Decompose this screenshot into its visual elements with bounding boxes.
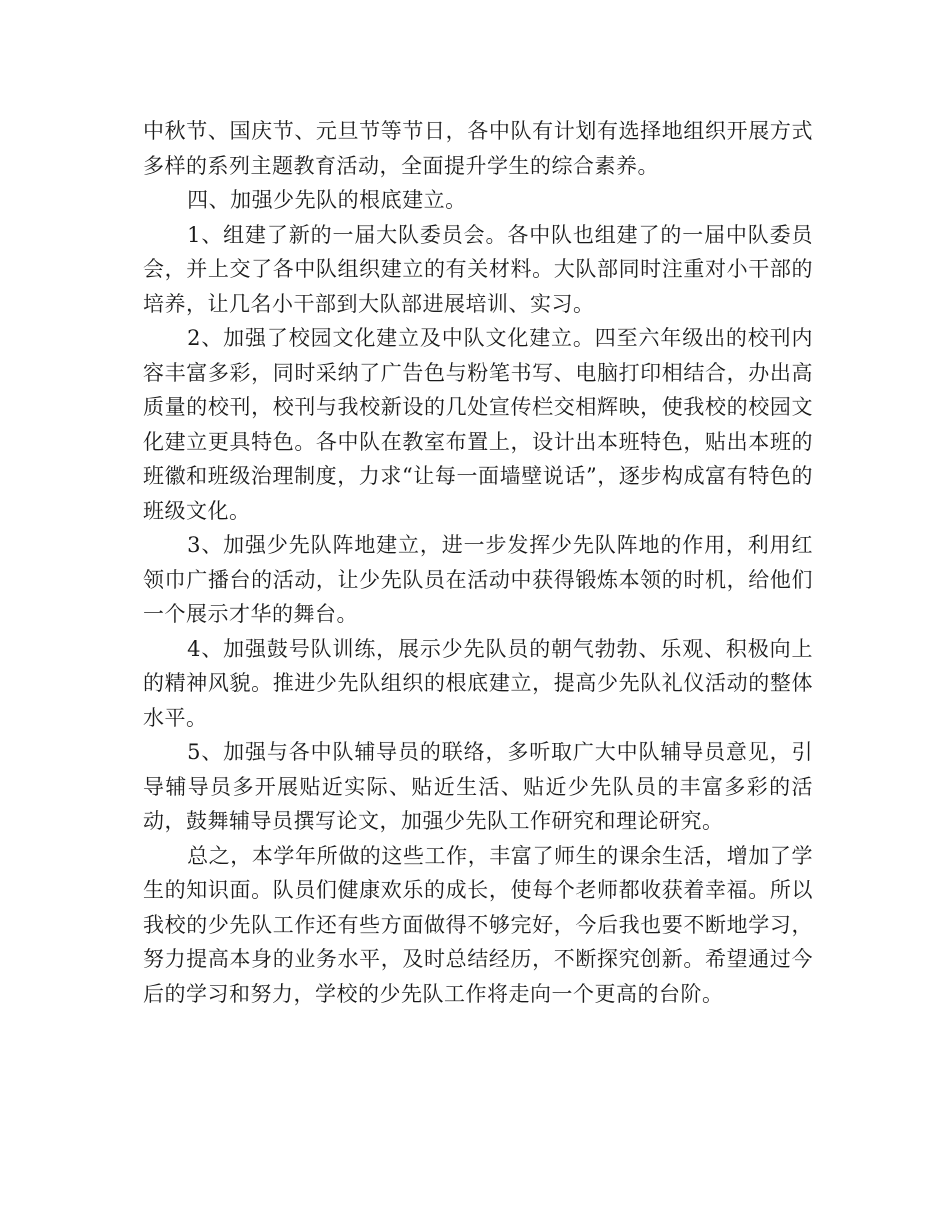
paragraph-continuation: 中秋节、国庆节、元旦节等节日，各中队有计划有选择地组织开展方式多样的系列主题教育活动，全面提升学生的综合素养。 [143,119,813,178]
paragraph-item-1: 1、组建了新的一届大队委员会。各中队也组建了的一届中队委员会，并上交了各中队组织建立的有关材料。大队部同时注重对小干部的培养，让几名小干部到大队部进展培训、实习。 [143,222,813,316]
paragraph-item-4: 4、加强鼓号队训练，展示少先队员的朝气勃勃、乐观、积极向上的精神风貌。推进少先队组织的根底建立，提高少先队礼仪活动的整体水平。 [143,636,813,730]
paragraph-item-2: 2、加强了校园文化建立及中队文化建立。四至六年级出的校刊内容丰富多彩，同时采纳了广告色与粉笔书写、电脑打印相结合，办出高质量的校刊，校刊与我校新设的几处宣传栏交相辉映，使我校的校园文化建立更具特色。各中队在教室布置上，设计出本班特色，贴出本班的班徽和班级治理制度，力求“让每一面墙壁说话”，逐步构成富有特色的班级文化。 [143,326,813,523]
document-body [143,114,813,1011]
paragraph-conclusion: 总之，本学年所做的这些工作，丰富了师生的课余生活，增加了学生的知识面。队员们健康欢乐的成长，使每个老师都收获着幸福。所以我校的少先队工作还有些方面做得不够完好，今后我也要不断地学习，努力提高本身的业务水平，及时总结经历，不断探究创新。希望通过今后的学习和努力，学校的少先队工作将走向一个更高的台阶。 [143,843,813,1006]
section-heading: 四、加强少先队的根底建立。 [187,188,467,212]
paragraph-item-5: 5、加强与各中队辅导员的联络，多听取广大中队辅导员意见，引导辅导员多开展贴近实际、贴近生活、贴近少先队员的丰富多彩的活动，鼓舞辅导员撰写论文，加强少先队工作研究和理论研究。 [143,740,813,833]
paragraph-item-3: 3、加强少先队阵地建立，进一步发挥少先队阵地的作用，利用红领巾广播台的活动，让少先队员在活动中获得锻炼本领的时机，给他们一个展示才华的舞台。 [143,533,813,626]
